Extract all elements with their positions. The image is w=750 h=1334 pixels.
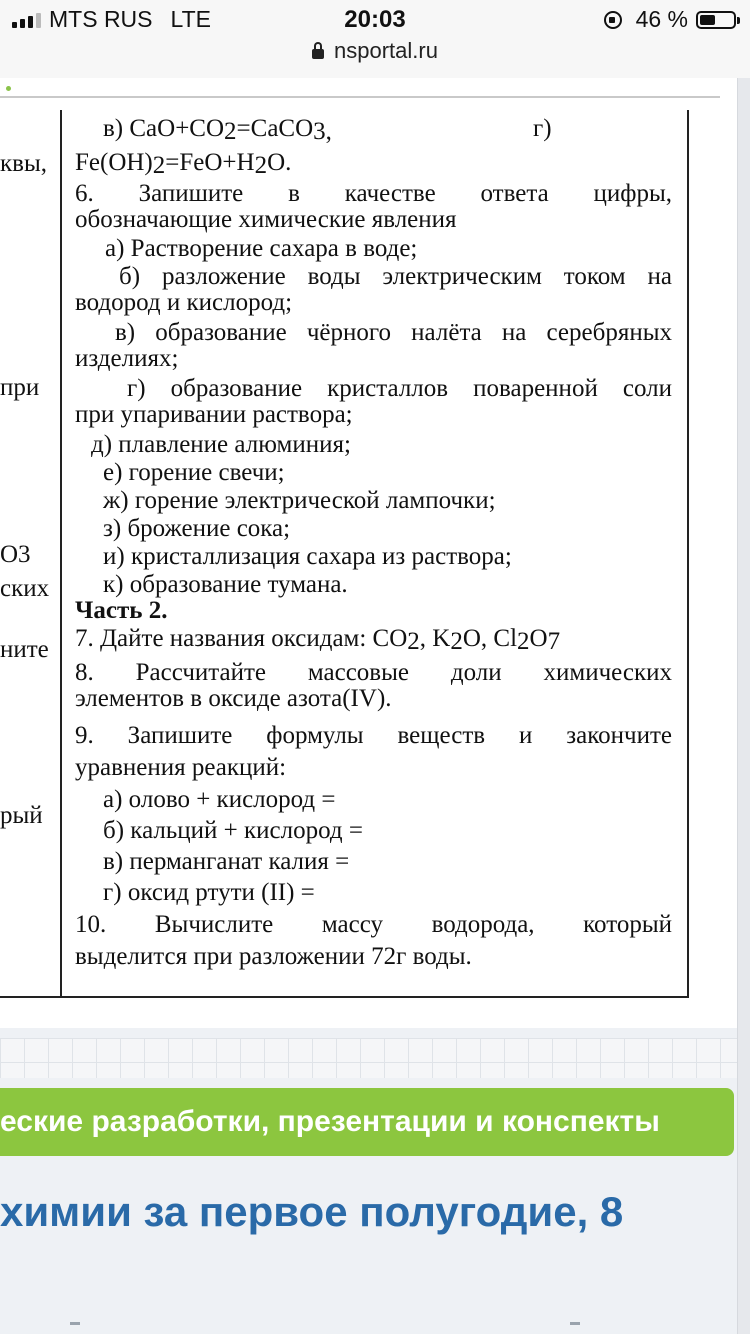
q6-option-i: и) кристаллизация сахара из раствора; [103, 543, 512, 570]
left-column-fragment: при [0, 374, 40, 401]
q6-option-b-line-2: водород и кислород; [75, 289, 293, 316]
bottom-decor [0, 1318, 738, 1334]
q6-option-d-line-1: г) образование кристаллов поваренной соли [127, 375, 672, 402]
q6-option-d-line-2: при упаривании раствора; [75, 401, 353, 428]
question-10-line-2: выделится при разложении 72г воды. [75, 943, 472, 970]
line-reaction-g: $Fe(OH)_2=FeO+H_2O$. [75, 149, 292, 179]
battery-icon [696, 11, 736, 29]
q9-option-d: г) оксид ртути (II) = [103, 879, 315, 906]
q6-option-c-line-2: изделиях; [75, 345, 179, 372]
q9-option-a: а) олово + кислород = [103, 786, 336, 813]
table-border-left [60, 110, 62, 997]
page-scroll-rail[interactable] [737, 78, 750, 1334]
left-column-fragment: О3 [0, 541, 31, 568]
web-page [0, 78, 750, 1334]
grid-pattern-divider [0, 1038, 738, 1078]
q6-option-j: к) образование тумана. [103, 571, 348, 598]
page-title: химии за первое полугодие, 8 [0, 1188, 624, 1235]
q9-option-c: в) перманганат калия = [103, 848, 350, 875]
top-divider [0, 96, 720, 98]
line-reaction-v: в) $CaO+CO_2=CaCO_{3,}$ г) [103, 115, 552, 145]
q6-option-g: ж) горение электрической лампочки; [103, 487, 496, 514]
q6-option-a: а) Растворение сахара в воде; [105, 235, 418, 262]
status-right [604, 6, 736, 33]
left-column-fragment: ских [0, 575, 50, 602]
carrier-name: MTS RUS [49, 6, 153, 32]
question-6-line-2: обозначающие химические явления [75, 206, 457, 233]
q6-option-c-line-1: в) образование чёрного налёта на серебряных [115, 319, 672, 346]
q6-option-e: д) плавление алюминия; [91, 431, 351, 458]
q6-option-h: з) брожение сока; [103, 515, 291, 542]
status-bar [0, 0, 750, 78]
part-2-heading: Часть 2. [75, 597, 168, 624]
url-bar[interactable] [0, 38, 750, 64]
left-column-fragment: рый [0, 802, 43, 829]
question-8-line-2: элементов в оксиде азота(IV). [75, 685, 392, 712]
network-type: LTE [170, 6, 211, 32]
question-8-line-1: 8. Рассчитайте массовые доли химических [75, 659, 672, 686]
document-image [0, 78, 738, 1028]
url-domain: nsportal.ru [334, 38, 438, 63]
left-column-fragment: ните [0, 636, 49, 663]
q9-option-b: б) кальций + кислород = [103, 817, 363, 844]
question-9-line-1: 9. Запишите формулы веществ и закончите [75, 722, 672, 749]
category-banner[interactable]: еские разработки, презентации и конспекты [0, 1088, 734, 1156]
q6-option-f: е) горение свечи; [103, 459, 285, 486]
question-6-line-1: 6. Запишите в качестве ответа цифры, [75, 180, 672, 207]
rotation-lock-icon [604, 11, 622, 29]
green-dot [6, 86, 11, 91]
table-border-bottom [0, 996, 689, 998]
clock: 20:03 [344, 6, 406, 33]
lock-icon [312, 49, 324, 59]
question-7: 7. Дайте названия оксидам: $CO_2$, $K_2O$, $Cl_2O_7$ [75, 625, 561, 655]
question-9-line-2: уравнения реакций: [75, 754, 287, 781]
battery-percent: 46 % [635, 6, 688, 32]
question-10-line-1: 10. Вычислите массу водорода, который [75, 911, 672, 938]
q6-option-b-line-1: б) разложение воды электрическим током на [119, 263, 672, 290]
left-column-fragment: квы, [0, 150, 47, 177]
